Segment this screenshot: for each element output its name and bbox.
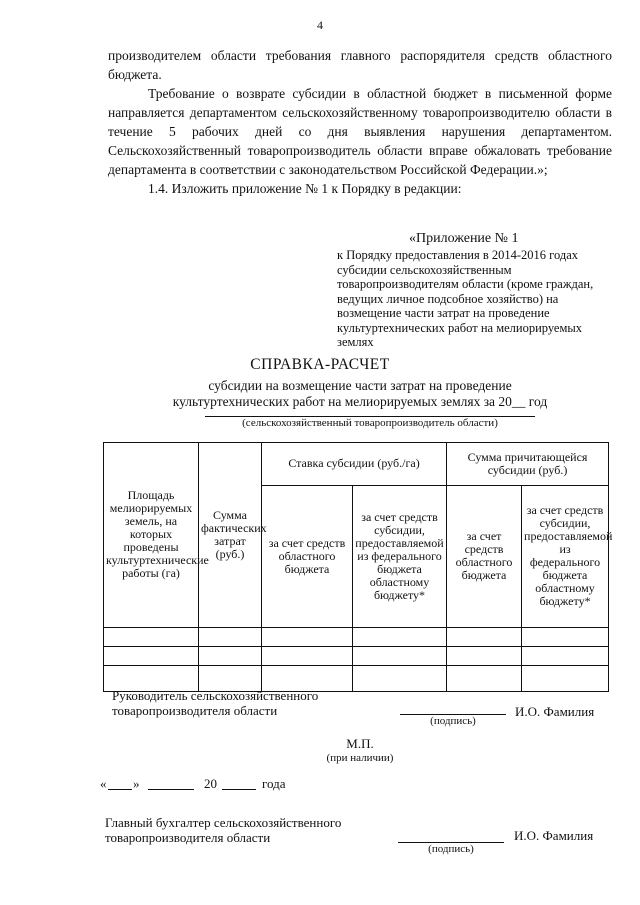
date-year-suffix: года <box>262 776 286 791</box>
cell[interactable] <box>199 627 262 646</box>
cell[interactable] <box>522 627 609 646</box>
head-sign-label: (подпись) <box>430 715 476 727</box>
accountant-sign-label: (подпись) <box>428 843 474 855</box>
header-area: Площадь мелиорируемых земель, на которых проведены культуртехнические работы (га) <box>104 443 199 628</box>
cell[interactable] <box>262 646 353 665</box>
stamp-label: М.П. <box>346 736 374 751</box>
paragraph-3: 1.4. Изложить приложение № 1 к Порядку в редакции: <box>148 181 462 196</box>
head-name: И.О. Фамилия <box>515 704 595 719</box>
appendix-block <box>337 230 609 350</box>
head-title-line-2: товаропроизводителя области <box>112 703 278 718</box>
header-sum: Сумма причитающейся субсидии (руб.) <box>447 443 609 486</box>
producer-label: (сельскохозяйственный товаропроизводитель области) <box>242 417 498 429</box>
cell[interactable] <box>353 627 447 646</box>
cell[interactable] <box>522 666 609 692</box>
subtitle-line-1: субсидии на возмещение части затрат на проведение <box>208 378 512 393</box>
form-subtitle <box>108 378 612 410</box>
header-rate-regional: за счет средств областного бюджета <box>262 485 353 627</box>
date-year-line[interactable] <box>222 789 256 790</box>
page-number: 4 <box>317 18 323 32</box>
calculation-table <box>103 442 613 692</box>
cell[interactable] <box>104 646 199 665</box>
table-row <box>104 646 609 665</box>
cell[interactable] <box>447 627 522 646</box>
cell[interactable] <box>447 646 522 665</box>
accountant-line-2: товаропроизводителя области <box>105 830 271 845</box>
cell[interactable] <box>353 646 447 665</box>
cell[interactable] <box>353 666 447 692</box>
date-year-prefix: 20 <box>204 776 217 791</box>
cell[interactable] <box>447 666 522 692</box>
accountant-signature-title <box>105 815 341 845</box>
cell[interactable] <box>199 646 262 665</box>
paragraph-1: производителем области требования главного распорядителя средств областного бюджета. <box>108 48 612 82</box>
cell[interactable] <box>262 627 353 646</box>
subtitle-line-2: культуртехнических работ на мелиорируемых землях за 20__ год <box>172 394 548 409</box>
accountant-line-1: Главный бухгалтер сельскохозяйственного <box>105 815 342 830</box>
form-title: СПРАВКА-РАСЧЕТ <box>250 356 390 373</box>
header-rate: Ставка субсидии (руб./га) <box>262 443 447 486</box>
head-signature-title <box>112 688 318 718</box>
paragraph-2: Требование о возврате субсидии в областной бюджет в письменной форме направляется департаментом сельскохозяйственному товаропроизводителю области в течение 5 рабочих дней со дня выявления нарушения департаментом. Сельскохозяйственный товаропроизводитель области вправе обжаловать требование департамента в соответствии с законодательством Российской Федерации.»; <box>108 86 612 177</box>
date-month-line[interactable] <box>148 789 194 790</box>
header-sum-federal: за счет средств субсидии, предоставляемой из федерального бюджета областному бюджету* <box>522 485 609 627</box>
table-row <box>104 627 609 646</box>
appendix-heading: «Приложение № 1 <box>409 231 519 246</box>
appendix-text: к Порядку предоставления в 2014-2016 годах субсидии сельскохозяйственным товаропроизводителям области (кроме граждан, ведущих личное подсобное хозяйство) на возмещение части затрат на проведение культуртехнических работ на мелиорируемых землях <box>337 248 594 349</box>
header-rate-federal: за счет средств субсидии, предоставляемой из федерального бюджета областному бюджету* <box>353 485 447 627</box>
date-open-quote: « <box>100 776 107 791</box>
header-cost: Сумма фактических затрат (руб.) <box>199 443 262 628</box>
header-sum-regional: за счет средств областного бюджета <box>447 485 522 627</box>
cell[interactable] <box>522 646 609 665</box>
cell[interactable] <box>104 627 199 646</box>
date-day-line[interactable] <box>108 789 132 790</box>
stamp-note: (при наличии) <box>326 752 394 764</box>
date-close-quote: » <box>133 776 140 791</box>
head-title-line-1: Руководитель сельскохозяйственного <box>112 688 319 703</box>
body-text <box>108 46 612 198</box>
accountant-name: И.О. Фамилия <box>514 828 594 843</box>
